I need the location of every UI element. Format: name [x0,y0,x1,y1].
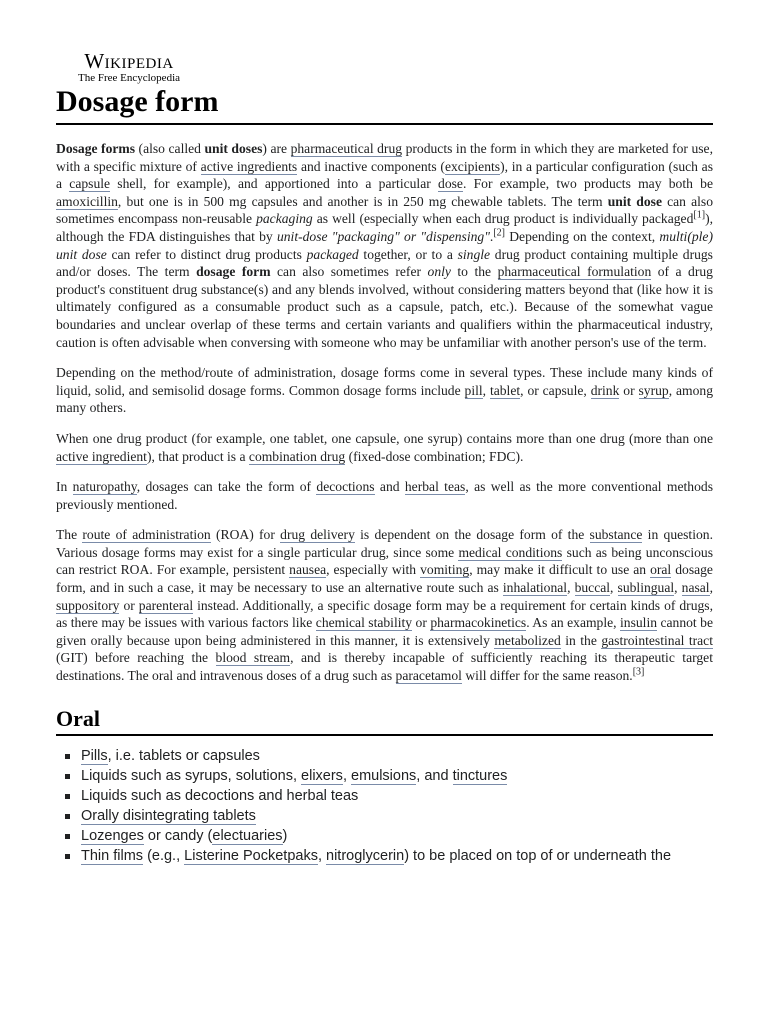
bold-term: Dosage forms [56,141,136,156]
link-oral[interactable]: oral [650,562,672,578]
text-run: can also sometimes encompass non-reusable [56,193,713,227]
text-run: , [709,580,713,596]
citation-link[interactable]: [2] [493,227,505,239]
text-run: , may make it difficult to use an [469,562,651,578]
link-nasal[interactable]: nasal [681,580,710,596]
oral-list [56,746,713,866]
link-metabolized[interactable]: metabolized [494,632,561,648]
text-run: , among many others. [56,382,714,416]
text-run: drug product containing multiple drugs and/or doses. The term [56,246,713,280]
link-tinctures[interactable]: tinctures [452,767,508,784]
text-run: Liquids such as decoctions and herbal teas [81,787,359,804]
text-run: , [610,580,618,596]
text-run: . As an example, [526,615,621,631]
text-run: and [374,479,405,495]
text-run: , [674,580,682,596]
link-substance[interactable]: substance [589,527,643,543]
text-run: Liquids such as syrups, solutions, [81,767,302,784]
link-pharmacokinetics[interactable]: pharmacokinetics [430,615,527,631]
link-drug-delivery[interactable]: drug delivery [280,527,355,543]
text-run: When one drug product (for example, one tablet, one capsule, one syrup) contains more than one drug (more than one [56,430,713,446]
text-run: , as well as the more conventional methods previously mentioned. [56,479,713,512]
page-title: Dosage form [56,82,713,125]
text-run: (also called [135,141,205,156]
text-run: (e.g., [143,847,185,864]
paragraph-types [56,364,713,417]
text-run: can also sometimes refer [270,264,428,280]
text-run: (fixed-dose combination; FDC). [345,448,524,464]
text-run: . [489,228,494,244]
text-run: , [342,767,351,784]
paragraph-route [56,526,713,684]
text-run: of a drug product's constituent drug substance(s) and any blends involved, without considering matters beyond that (like how it is ultimately configured as a consumable product such as a capsule, patch, etc.). Because of the somewhat vague boundaries and unclear overlap of these terms and certain variants and qualifiers within the pharmaceutical industry, caution is often advisable when conversing with someone who may be unfamiliar with another person's use of the term. [56,264,713,350]
logo-wordmark: Wikipedia [84,49,174,73]
link-paracetamol[interactable]: paracetamol [395,668,462,684]
link-syrup[interactable]: syrup [638,382,669,398]
link-tablet[interactable]: tablet [489,382,521,398]
text-run: ) [282,827,288,844]
link-elixers[interactable]: elixers [301,767,343,784]
text-run: or [119,597,139,613]
link-nausea[interactable]: nausea [289,562,327,578]
link-pill[interactable]: pill [464,382,483,398]
paragraph-intro [56,140,713,351]
text-run: instead. Additionally, a specific dosage form may be a requirement for certain kinds of drugs, as there may be issues with various factors like [56,597,713,631]
text-run: or candy ( [143,827,213,844]
text-run: cannot be given orally because upon being administered in this manner, it is extensively [56,615,713,648]
text-run: can refer to distinct drug products [106,246,307,262]
text-run: in the [560,632,602,648]
link-inhalational[interactable]: inhalational [502,580,568,596]
link-electuaries[interactable]: electuaries [212,827,283,844]
text-run: ) to be placed on top of or underneath the [404,847,672,864]
link-buccal[interactable]: buccal [574,580,611,596]
text-run: in question. Various dosage forms may exist for a single particular drug, since some [56,527,713,560]
text-run: , but one is in 500 mg capsules and another is in 250 mg chewable tablets. The term [117,193,608,209]
text-run: ), although the FDA distinguishes that by [56,211,713,244]
text-run: is dependent on the dosage form of the [354,527,590,543]
link-decoctions[interactable]: decoctions [316,479,375,495]
text-run: together, or to a [358,246,458,262]
link-drink[interactable]: drink [590,382,620,398]
text-run: or [619,382,639,398]
paragraph-naturopathy [56,478,713,513]
italic-term: single [457,246,491,262]
section-heading-oral: Oral [56,705,713,736]
article-body [56,140,713,866]
text-run: (GIT) before reaching the [56,650,216,666]
link-combination-drug[interactable]: combination drug [248,448,346,464]
text-run: dosage form, and in such a case, it may be necessary to use an alternative route such as [56,562,713,596]
text-run: , and [416,767,453,784]
text-run: Depending on the context, [505,228,660,244]
text-run: to the [450,264,498,280]
link-pharmaceutical-formulation[interactable]: pharmaceutical formulation [497,264,652,280]
text-run: will differ for the same reason. [461,668,633,684]
link-blood-stream[interactable]: blood stream [215,650,291,666]
link-amoxicillin[interactable]: amoxicillin [56,193,118,209]
link-lozenges[interactable]: Lozenges [81,827,144,844]
wikipedia-logo[interactable] [78,50,180,84]
link-emulsions[interactable]: emulsions [351,767,417,784]
list-item [56,766,713,786]
text-run: . For example, two products may both be [462,176,714,192]
link-dose[interactable]: dose [438,176,463,192]
text-run: , especially with [326,562,421,578]
bold-term: unit dose [607,193,662,209]
text-run: Depending on the method/route of administration, dosage forms come in several types. These include many kinds of liquid, solid, and semisolid dosage forms. Common dosage forms include [56,365,713,398]
link-thin-films[interactable]: Thin films [81,847,144,864]
list-item [56,826,713,846]
link-medical-conditions[interactable]: medical conditions [458,544,563,560]
bold-term: unit doses [204,141,263,156]
link-vomiting[interactable]: vomiting [420,562,470,578]
link-chemical-stability[interactable]: chemical stability [315,615,413,631]
text-run: products in the form in which they are marketed for use, with a specific mixture of [56,141,713,174]
link-insulin[interactable]: insulin [620,615,658,631]
link-pills[interactable]: Pills [81,747,108,764]
citation-link[interactable]: [3] [632,666,645,678]
text-run: (ROA) for [210,527,281,543]
link-listerine-pocketpaks[interactable]: Listerine Pocketpaks [184,847,318,864]
text-run: , i.e. tablets or capsules [107,747,260,764]
text-run: and inactive components ( [297,158,445,174]
text-run: , dosages can take the form of [136,479,317,495]
text-run: or [412,615,431,631]
bold-term: dosage form [196,264,271,280]
italic-term: only [427,264,451,280]
text-run: The [56,527,83,543]
list-item [56,746,713,766]
italic-term: multi(ple) unit dose [56,228,713,262]
link-naturopathy[interactable]: naturopathy [72,479,137,495]
list-item [56,786,713,806]
text-run: as well (especially when each drug product is individually packaged [312,211,694,227]
italic-term: unit-dose "packaging" or "dispensing" [276,228,490,244]
italic-term: packaged [306,246,359,262]
link-sublingual[interactable]: sublingual [617,580,675,596]
list-item [56,846,713,866]
text-run: , or capsule, [520,382,591,398]
text-run: ), that product is a [146,448,249,464]
link-route-of-administration[interactable]: route of administration [82,527,211,543]
link-active-ingredients[interactable]: active ingredients [200,158,298,174]
text-run: , [317,847,327,864]
link-nitroglycerin[interactable]: nitroglycerin [326,847,405,864]
paragraph-combination [56,430,713,465]
text-run: such as being unconscious can restrict ROA. For example, persistent [56,544,714,578]
link-gastrointestinal-tract[interactable]: gastrointestinal tract [601,632,713,648]
link-pharmaceutical-drug[interactable]: pharmaceutical drug [290,141,403,156]
text-run: , and is thereby incapable of sufficiently reaching its therapeutic target destinations. The oral and intravenous doses of a drug such as [56,650,713,684]
text-run: ), in a particular configuration (such as a [56,158,713,192]
link-parenteral[interactable]: parenteral [138,597,194,613]
text-run: shell, for example), and apportioned into a particular [110,176,439,192]
link-suppository[interactable]: suppository [56,597,120,613]
text-run: , [567,580,575,596]
link-active-ingredient[interactable]: active ingredient [56,448,147,464]
list-item [56,806,713,826]
citation-link[interactable]: [1] [693,209,706,221]
text-run: ) are [262,141,291,156]
text-run: In [56,479,73,495]
link-excipients[interactable]: excipients [444,158,501,174]
logo-tagline: The Free Encyclopedia [78,72,181,84]
link-orally-disintegrating-tablets[interactable]: Orally disintegrating tablets [81,807,256,824]
text-run: , [482,382,490,398]
italic-term: packaging [256,211,313,227]
link-herbal-teas[interactable]: herbal teas [404,479,466,495]
link-capsule[interactable]: capsule [69,176,111,192]
